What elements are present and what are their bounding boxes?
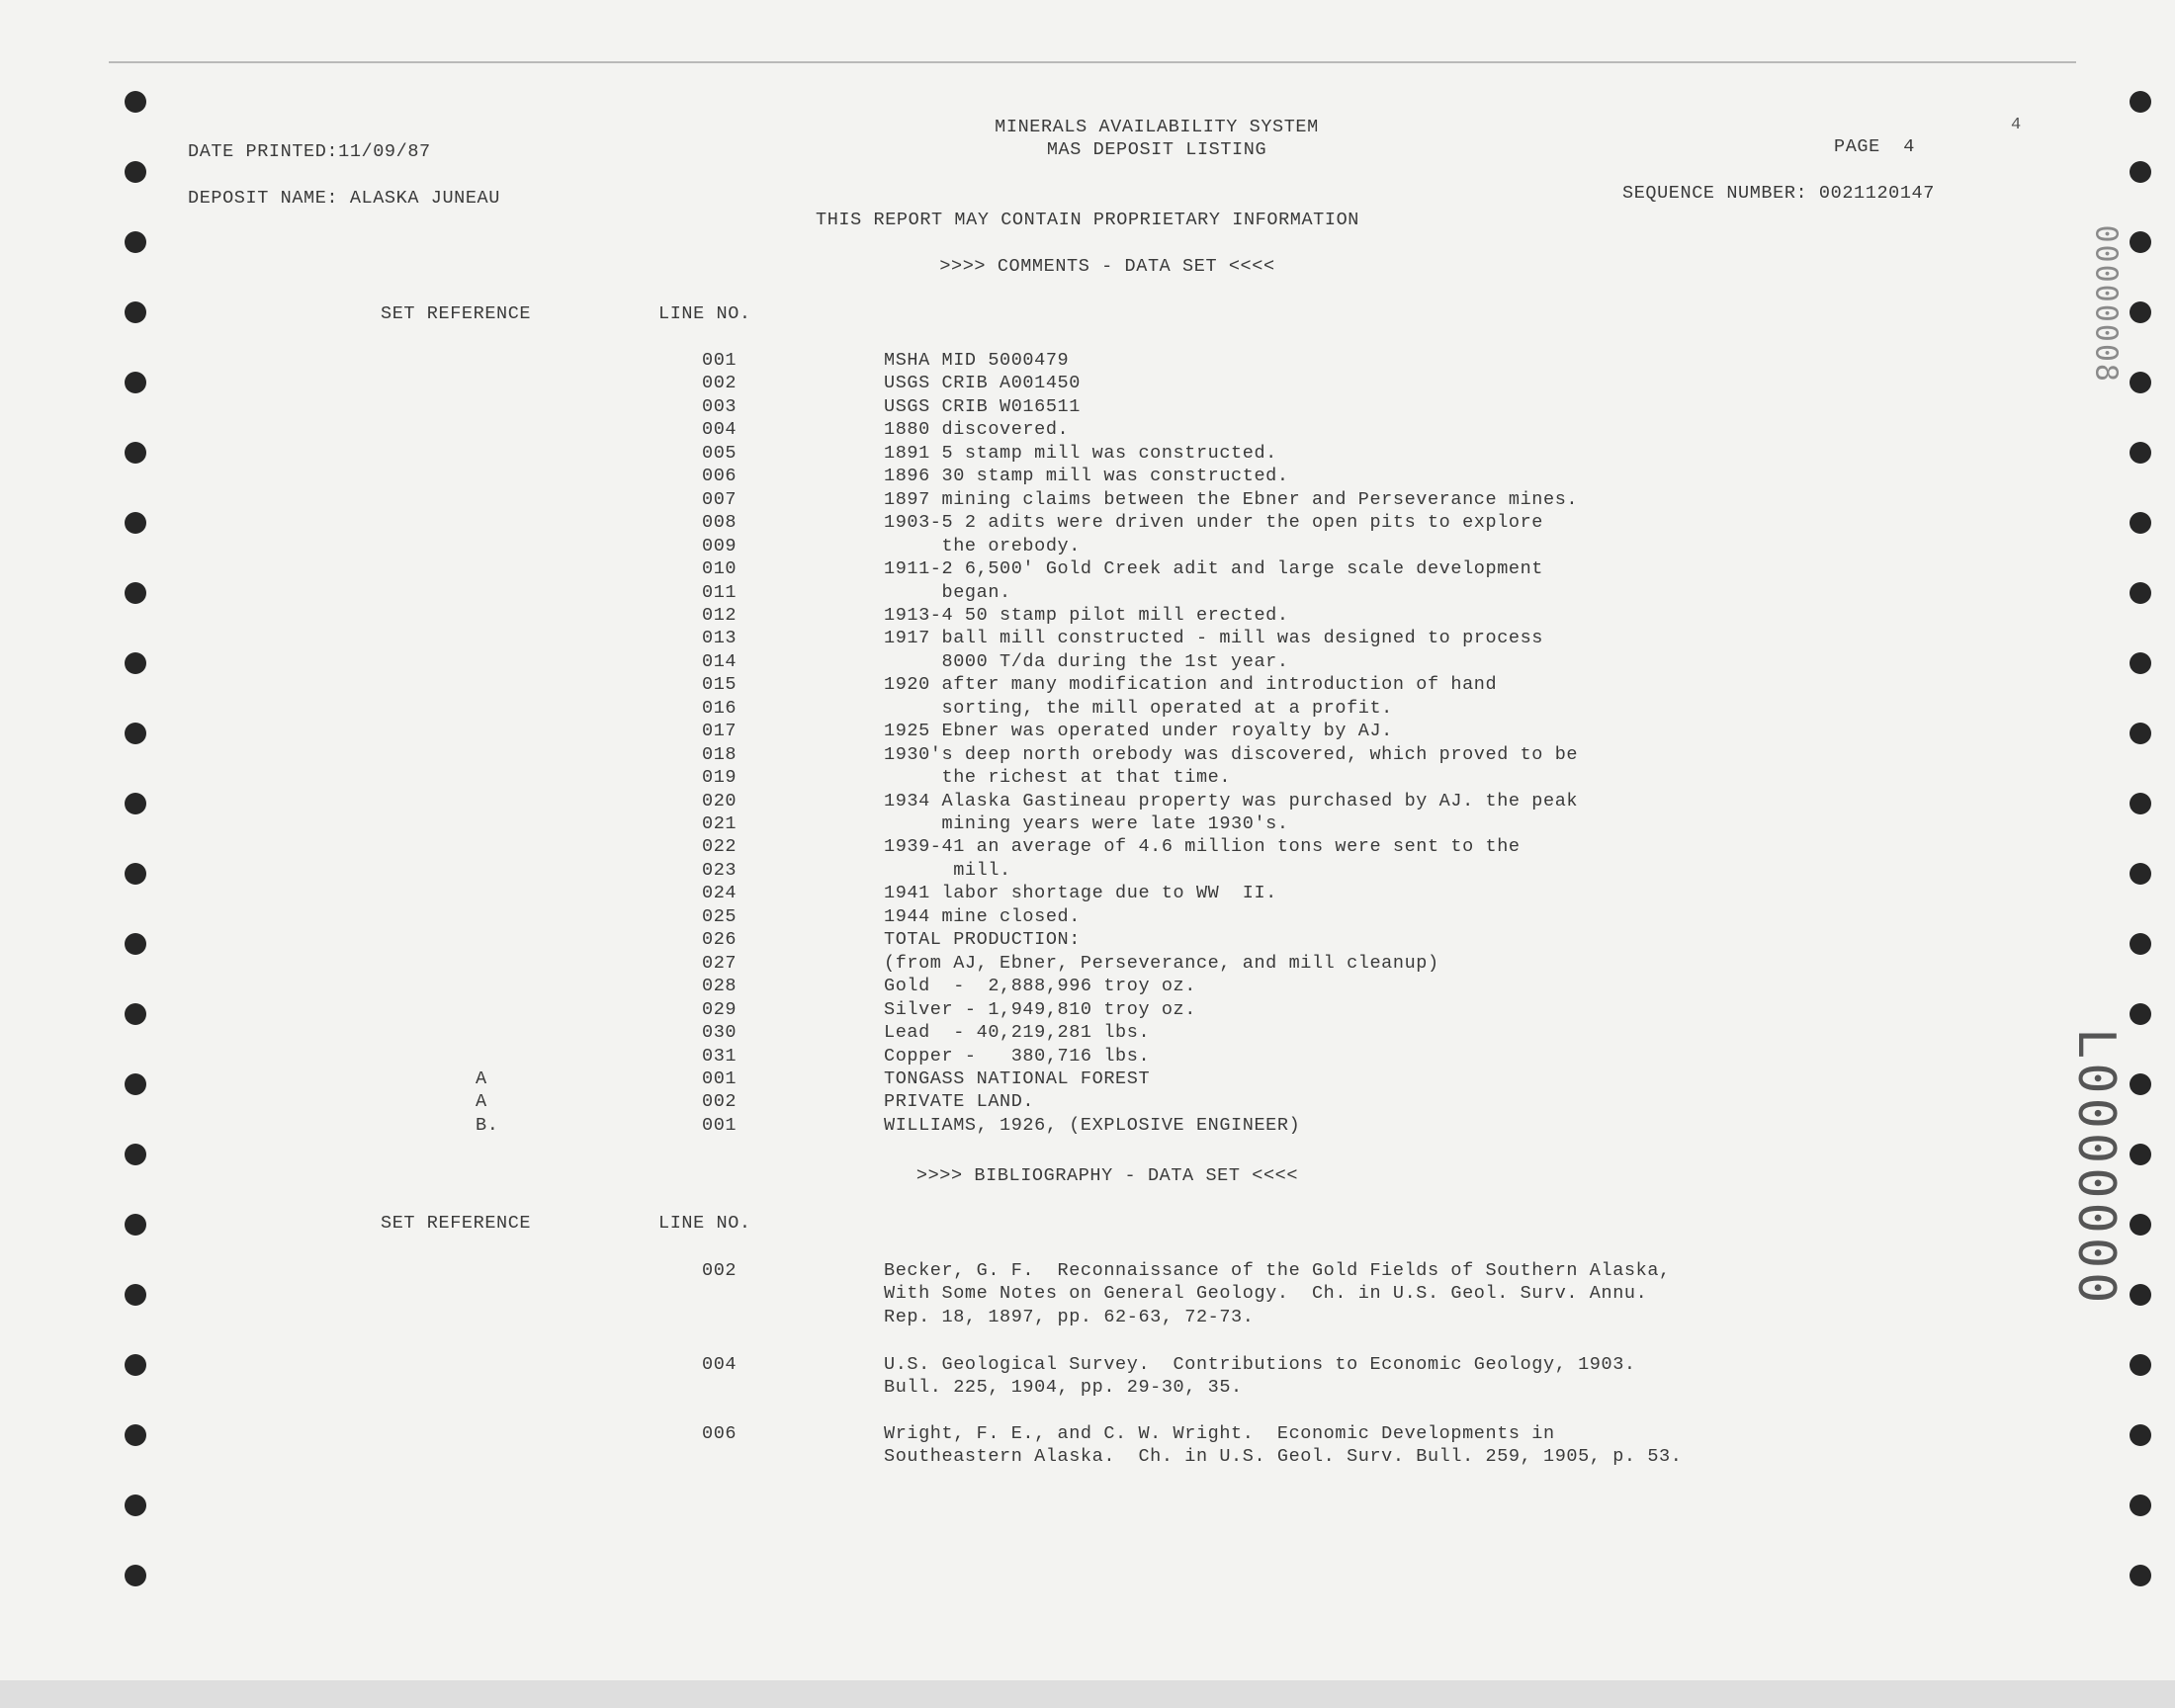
comment-text-cell: 1939-41 an average of 4.6 million tons were sent to the bbox=[884, 836, 1521, 858]
comments-col-line-no: LINE NO. bbox=[658, 303, 751, 324]
line-number-cell: 004 bbox=[702, 419, 738, 441]
comment-text-cell: 8000 T/da during the 1st year. bbox=[884, 650, 1289, 672]
tractor-hole bbox=[125, 1003, 146, 1025]
line-number-cell: 006 bbox=[702, 1423, 738, 1444]
set-reference-cell: A bbox=[476, 1091, 487, 1113]
tractor-hole bbox=[125, 863, 146, 885]
line-number-cell: 001 bbox=[702, 1114, 738, 1136]
margin-stamp-lower: L0000000 bbox=[2066, 1028, 2126, 1308]
page-label: PAGE 4 bbox=[1834, 136, 1915, 157]
left-tractor-holes bbox=[121, 0, 150, 1680]
tractor-hole bbox=[125, 723, 146, 744]
comment-text-cell: 1941 labor shortage due to WW II. bbox=[884, 883, 1277, 904]
tractor-hole bbox=[2130, 933, 2151, 955]
comment-text-cell: WILLIAMS, 1926, (EXPLOSIVE ENGINEER) bbox=[884, 1114, 1301, 1136]
citation-line: Rep. 18, 1897, pp. 62-63, 72-73. bbox=[884, 1306, 1255, 1327]
line-number-cell: 028 bbox=[702, 976, 738, 997]
line-number-cell: 018 bbox=[702, 743, 738, 765]
tractor-hole bbox=[2130, 512, 2151, 534]
tractor-hole bbox=[2130, 652, 2151, 674]
line-number-cell: 029 bbox=[702, 998, 738, 1020]
line-number-cell: 006 bbox=[702, 466, 738, 487]
line-number-cell: 020 bbox=[702, 790, 738, 811]
tractor-hole bbox=[2130, 582, 2151, 604]
comment-text-cell: 1944 mine closed. bbox=[884, 905, 1081, 927]
comment-text-cell: 1917 ball mill constructed - mill was designed to process bbox=[884, 628, 1544, 649]
comment-text-cell: Gold - 2,888,996 troy oz. bbox=[884, 976, 1196, 997]
perforation-line bbox=[109, 61, 2076, 63]
comment-text-cell: 1897 mining claims between the Ebner and Perseverance mines. bbox=[884, 488, 1579, 510]
tractor-hole bbox=[2130, 1073, 2151, 1095]
line-number-cell: 007 bbox=[702, 488, 738, 510]
bibliography-col-line-no: LINE NO. bbox=[658, 1213, 751, 1234]
citation-line: U.S. Geological Survey. Contributions to Economic Geology, 1903. bbox=[884, 1354, 1636, 1375]
comment-text-cell: began. bbox=[884, 581, 1011, 603]
tractor-hole bbox=[2130, 1424, 2151, 1446]
comment-text-cell: 1925 Ebner was operated under royalty by AJ. bbox=[884, 721, 1393, 742]
line-number-cell: 008 bbox=[702, 512, 738, 534]
comment-text-cell: 1891 5 stamp mill was constructed. bbox=[884, 442, 1277, 464]
tractor-hole bbox=[125, 652, 146, 674]
line-number-cell: 001 bbox=[702, 1068, 738, 1089]
line-number-cell: 027 bbox=[702, 952, 738, 974]
line-number-cell: 013 bbox=[702, 628, 738, 649]
line-number-cell: 014 bbox=[702, 650, 738, 672]
tractor-hole bbox=[125, 933, 146, 955]
tractor-hole bbox=[2130, 301, 2151, 323]
set-reference-cell: A bbox=[476, 1068, 487, 1089]
comments-section-title: >>>> COMMENTS - DATA SET <<<< bbox=[939, 256, 1275, 277]
citation-line: Wright, F. E., and C. W. Wright. Economic Developments in bbox=[884, 1423, 1555, 1444]
line-number-cell: 021 bbox=[702, 813, 738, 834]
tractor-hole bbox=[125, 1284, 146, 1306]
line-number-cell: 017 bbox=[702, 721, 738, 742]
comment-text-cell: 1880 discovered. bbox=[884, 419, 1070, 441]
comment-text-cell: sorting, the mill operated at a profit. bbox=[884, 697, 1393, 719]
line-number-cell: 011 bbox=[702, 581, 738, 603]
tractor-hole bbox=[125, 1424, 146, 1446]
tractor-hole bbox=[125, 1494, 146, 1516]
sequence-number: SEQUENCE NUMBER: 0021120147 bbox=[1622, 183, 1935, 204]
bibliography-section-title: >>>> BIBLIOGRAPHY - DATA SET <<<< bbox=[915, 1165, 1299, 1186]
line-number-cell: 009 bbox=[702, 535, 738, 556]
comment-text-cell: 1934 Alaska Gastineau property was purchased by AJ. the peak bbox=[884, 790, 1579, 811]
comment-text-cell: USGS CRIB W016511 bbox=[884, 395, 1081, 417]
tractor-hole bbox=[2130, 1494, 2151, 1516]
tractor-hole bbox=[125, 1354, 146, 1376]
tractor-hole bbox=[2130, 1354, 2151, 1376]
line-number-cell: 030 bbox=[702, 1022, 738, 1044]
comment-text-cell: TONGASS NATIONAL FOREST bbox=[884, 1068, 1151, 1089]
comment-text-cell: 1930's deep north orebody was discovered, which proved to be bbox=[884, 743, 1579, 765]
citation-line: Bull. 225, 1904, pp. 29-30, 35. bbox=[884, 1377, 1243, 1399]
line-number-cell: 005 bbox=[702, 442, 738, 464]
tractor-hole bbox=[125, 1214, 146, 1236]
comment-text-cell: Silver - 1,949,810 troy oz. bbox=[884, 998, 1196, 1020]
tractor-hole bbox=[2130, 1214, 2151, 1236]
comment-text-cell: 1913-4 50 stamp pilot mill erected. bbox=[884, 604, 1289, 626]
comment-text-cell: 1896 30 stamp mill was constructed. bbox=[884, 466, 1289, 487]
line-number-cell: 022 bbox=[702, 836, 738, 858]
tractor-hole bbox=[125, 161, 146, 183]
set-reference-cell: B. bbox=[476, 1114, 499, 1136]
tractor-hole bbox=[2130, 793, 2151, 814]
proprietary-notice: THIS REPORT MAY CONTAIN PROPRIETARY INFORMATION bbox=[816, 210, 1359, 230]
comment-text-cell: MSHA MID 5000479 bbox=[884, 350, 1070, 371]
tractor-hole bbox=[125, 512, 146, 534]
line-number-cell: 010 bbox=[702, 558, 738, 580]
comment-text-cell: 1920 after many modification and introduction of hand bbox=[884, 674, 1498, 696]
line-number-cell: 015 bbox=[702, 674, 738, 696]
comment-text-cell: 1911-2 6,500' Gold Creek adit and large scale development bbox=[884, 558, 1544, 580]
comment-text-cell: the orebody. bbox=[884, 535, 1081, 556]
tractor-hole bbox=[2130, 1565, 2151, 1586]
comment-text-cell: Copper - 380,716 lbs. bbox=[884, 1045, 1151, 1067]
line-number-cell: 001 bbox=[702, 350, 738, 371]
line-number-cell: 002 bbox=[702, 373, 738, 394]
tractor-hole bbox=[125, 372, 146, 393]
tractor-hole bbox=[125, 793, 146, 814]
right-tractor-holes bbox=[2126, 0, 2155, 1680]
tractor-hole bbox=[125, 442, 146, 464]
comment-text-cell: PRIVATE LAND. bbox=[884, 1091, 1035, 1113]
tractor-hole bbox=[2130, 1003, 2151, 1025]
line-number-cell: 025 bbox=[702, 905, 738, 927]
tractor-hole bbox=[2130, 442, 2151, 464]
line-number-cell: 031 bbox=[702, 1045, 738, 1067]
tractor-hole bbox=[125, 91, 146, 113]
tractor-hole bbox=[2130, 723, 2151, 744]
line-number-cell: 002 bbox=[702, 1260, 738, 1281]
tractor-hole bbox=[2130, 231, 2151, 253]
comment-text-cell: the richest at that time. bbox=[884, 767, 1232, 789]
tractor-hole bbox=[125, 1073, 146, 1095]
comment-text-cell: TOTAL PRODUCTION: bbox=[884, 929, 1081, 951]
tractor-hole bbox=[2130, 161, 2151, 183]
line-number-cell: 023 bbox=[702, 859, 738, 881]
line-number-cell: 004 bbox=[702, 1354, 738, 1375]
tractor-hole bbox=[125, 231, 146, 253]
comment-text-cell: USGS CRIB A001450 bbox=[884, 373, 1081, 394]
comment-text-cell: 1903-5 2 adits were driven under the open pits to explore bbox=[884, 512, 1544, 534]
tractor-hole bbox=[2130, 1284, 2151, 1306]
tractor-hole bbox=[2130, 863, 2151, 885]
citation-line: With Some Notes on General Geology. Ch. in U.S. Geol. Surv. Annu. bbox=[884, 1283, 1648, 1305]
citation-line: Southeastern Alaska. Ch. in U.S. Geol. Surv. Bull. 259, 1905, p. 53. bbox=[884, 1446, 1683, 1468]
tractor-hole bbox=[2130, 1144, 2151, 1165]
system-title: MINERALS AVAILABILITY SYSTEM bbox=[995, 117, 1319, 137]
comment-text-cell: Lead - 40,219,281 lbs. bbox=[884, 1022, 1151, 1044]
line-number-cell: 019 bbox=[702, 767, 738, 789]
line-number-cell: 002 bbox=[702, 1091, 738, 1113]
line-number-cell: 024 bbox=[702, 883, 738, 904]
comment-text-cell: mill. bbox=[884, 859, 1011, 881]
tractor-hole bbox=[125, 1565, 146, 1586]
tractor-hole bbox=[2130, 91, 2151, 113]
tractor-hole bbox=[2130, 372, 2151, 393]
line-number-cell: 012 bbox=[702, 604, 738, 626]
line-number-cell: 026 bbox=[702, 929, 738, 951]
comments-col-set-reference: SET REFERENCE bbox=[381, 303, 532, 324]
scan-bottom-edge bbox=[0, 1680, 2175, 1708]
deposit-name: DEPOSIT NAME: ALASKA JUNEAU bbox=[188, 188, 500, 209]
comment-text-cell: mining years were late 1930's. bbox=[884, 813, 1289, 834]
line-number-cell: 016 bbox=[702, 697, 738, 719]
bibliography-col-set-reference: SET REFERENCE bbox=[381, 1213, 532, 1234]
tractor-hole bbox=[125, 301, 146, 323]
handwritten-page-number: 4 bbox=[2011, 116, 2022, 134]
date-printed: DATE PRINTED:11/09/87 bbox=[188, 141, 431, 162]
tractor-hole bbox=[125, 582, 146, 604]
comment-text-cell: (from AJ, Ebner, Perseverance, and mill cleanup) bbox=[884, 952, 1439, 974]
citation-line: Becker, G. F. Reconnaissance of the Gold Fields of Southern Alaska, bbox=[884, 1260, 1671, 1281]
tractor-hole bbox=[125, 1144, 146, 1165]
listing-title: MAS DEPOSIT LISTING bbox=[1046, 139, 1267, 160]
margin-stamp-upper: 00000008 bbox=[2088, 224, 2124, 384]
line-number-cell: 003 bbox=[702, 395, 738, 417]
